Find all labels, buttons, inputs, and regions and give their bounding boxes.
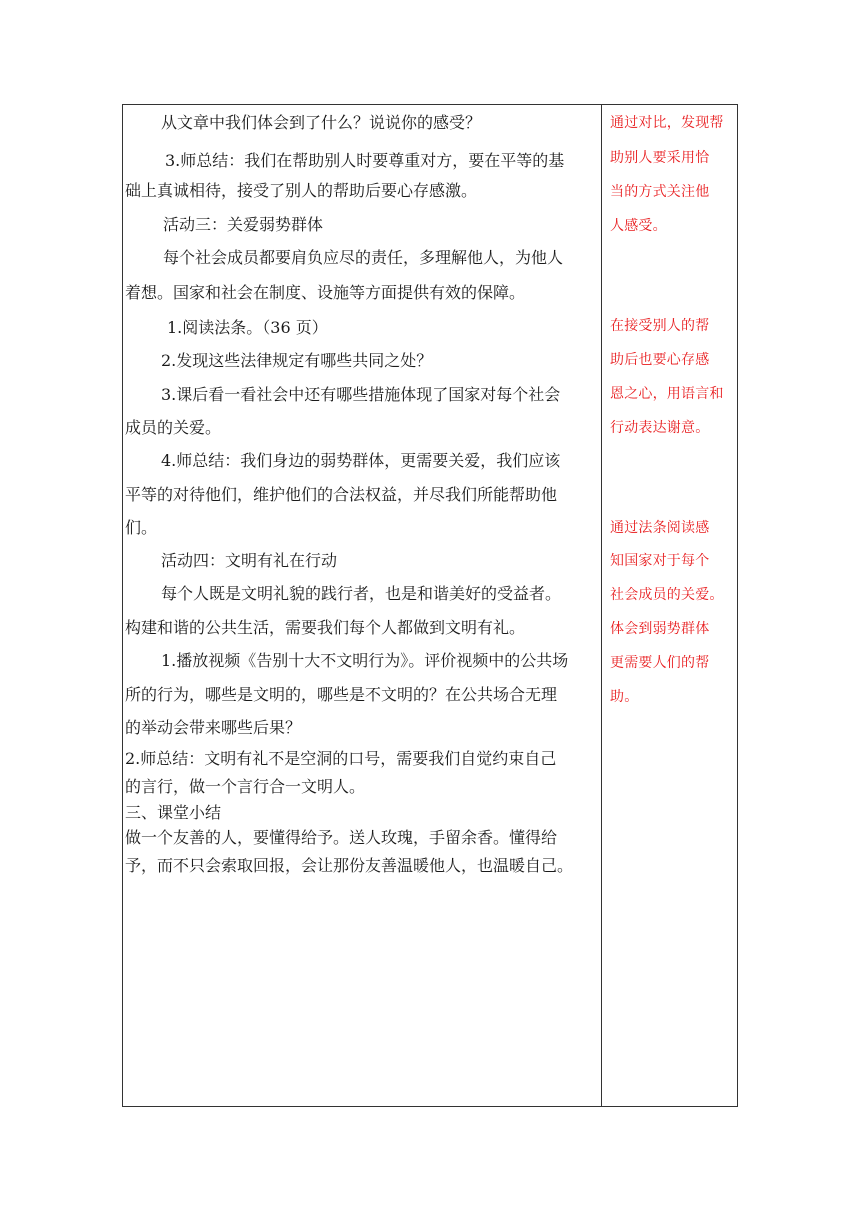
- text-line: 予，而不只会索取回报，会让那份友善温暖他人，也温暖自己。: [125, 856, 574, 875]
- teaching-content-column: [123, 105, 602, 1106]
- note-line: 通过对比，发现帮: [610, 115, 724, 131]
- note-line: 人感受。: [610, 218, 667, 234]
- note-line: 在接受别人的帮: [610, 318, 710, 334]
- note-line: 助。: [610, 689, 639, 705]
- text-line: 每个人既是文明礼貌的践行者，也是和谐美好的受益者。: [161, 584, 562, 603]
- note-line: 当的方式关注他: [610, 184, 710, 200]
- text-line: 2.发现这些法律规定有哪些共同之处？: [161, 351, 433, 370]
- text-line: 平等的对待他们，维护他们的合法权益，并尽我们所能帮助他: [125, 485, 558, 504]
- note-line: 知国家对于每个: [610, 553, 710, 569]
- text-line: 1.播放视频《告别十大不文明行为》。评价视频中的公共场: [161, 651, 569, 670]
- text-line: 每个社会成员都要肩负应尽的责任，多理解他人，为他人: [163, 248, 564, 267]
- note-line: 通过法条阅读感: [610, 520, 710, 536]
- text-line: 所的行为，哪些是文明的，哪些是不文明的？在公共场合无理: [125, 685, 558, 704]
- note-line: 助别人要采用恰: [610, 150, 710, 166]
- text-line: 1.阅读法条。（36 页）: [167, 318, 328, 337]
- text-line: 们。: [125, 518, 158, 537]
- text-line: 从文章中我们体会到了什么？说说你的感受？: [161, 113, 482, 132]
- note-line: 恩之心，用语言和: [610, 386, 724, 402]
- text-line: 础上真诚相待，接受了别人的帮助后要心存感激。: [125, 181, 478, 200]
- note-line: 更需要人们的帮: [610, 655, 710, 671]
- text-line: 着想。国家和社会在制度、设施等方面提供有效的保障。: [125, 283, 526, 302]
- note-line: 体会到弱势群体: [610, 621, 710, 637]
- lesson-table: [122, 104, 738, 1107]
- text-line: 4.师总结：我们身边的弱势群体，更需要关爱，我们应该: [161, 451, 561, 470]
- text-line: 的举动会带来哪些后果？: [125, 718, 302, 737]
- section-heading: 三、课堂小结: [125, 803, 222, 822]
- text-line: 2.师总结：文明有礼不是空洞的口号，需要我们自觉约束自己: [125, 749, 557, 768]
- text-line: 成员的关爱。: [125, 418, 222, 437]
- section-heading: 活动四：文明有礼在行动: [161, 551, 338, 570]
- text-line: 做一个友善的人，要懂得给予。送人玫瑰，手留余香。懂得给: [125, 828, 558, 847]
- text-line: 的言行，做一个言行合一文明人。: [125, 777, 366, 796]
- text-line: 3.课后看一看社会中还有哪些措施体现了国家对每个社会: [161, 385, 561, 404]
- design-intent-column: [602, 105, 737, 1106]
- text-line: 构建和谐的公共生活，需要我们每个人都做到文明有礼。: [125, 618, 526, 637]
- note-line: 社会成员的关爱。: [610, 587, 724, 603]
- text-line: 3.师总结：我们在帮助别人时要尊重对方，要在平等的基: [165, 151, 565, 170]
- section-heading: 活动三：关爱弱势群体: [163, 215, 324, 234]
- note-line: 助后也要心存感: [610, 352, 710, 368]
- note-line: 行动表达谢意。: [610, 420, 710, 436]
